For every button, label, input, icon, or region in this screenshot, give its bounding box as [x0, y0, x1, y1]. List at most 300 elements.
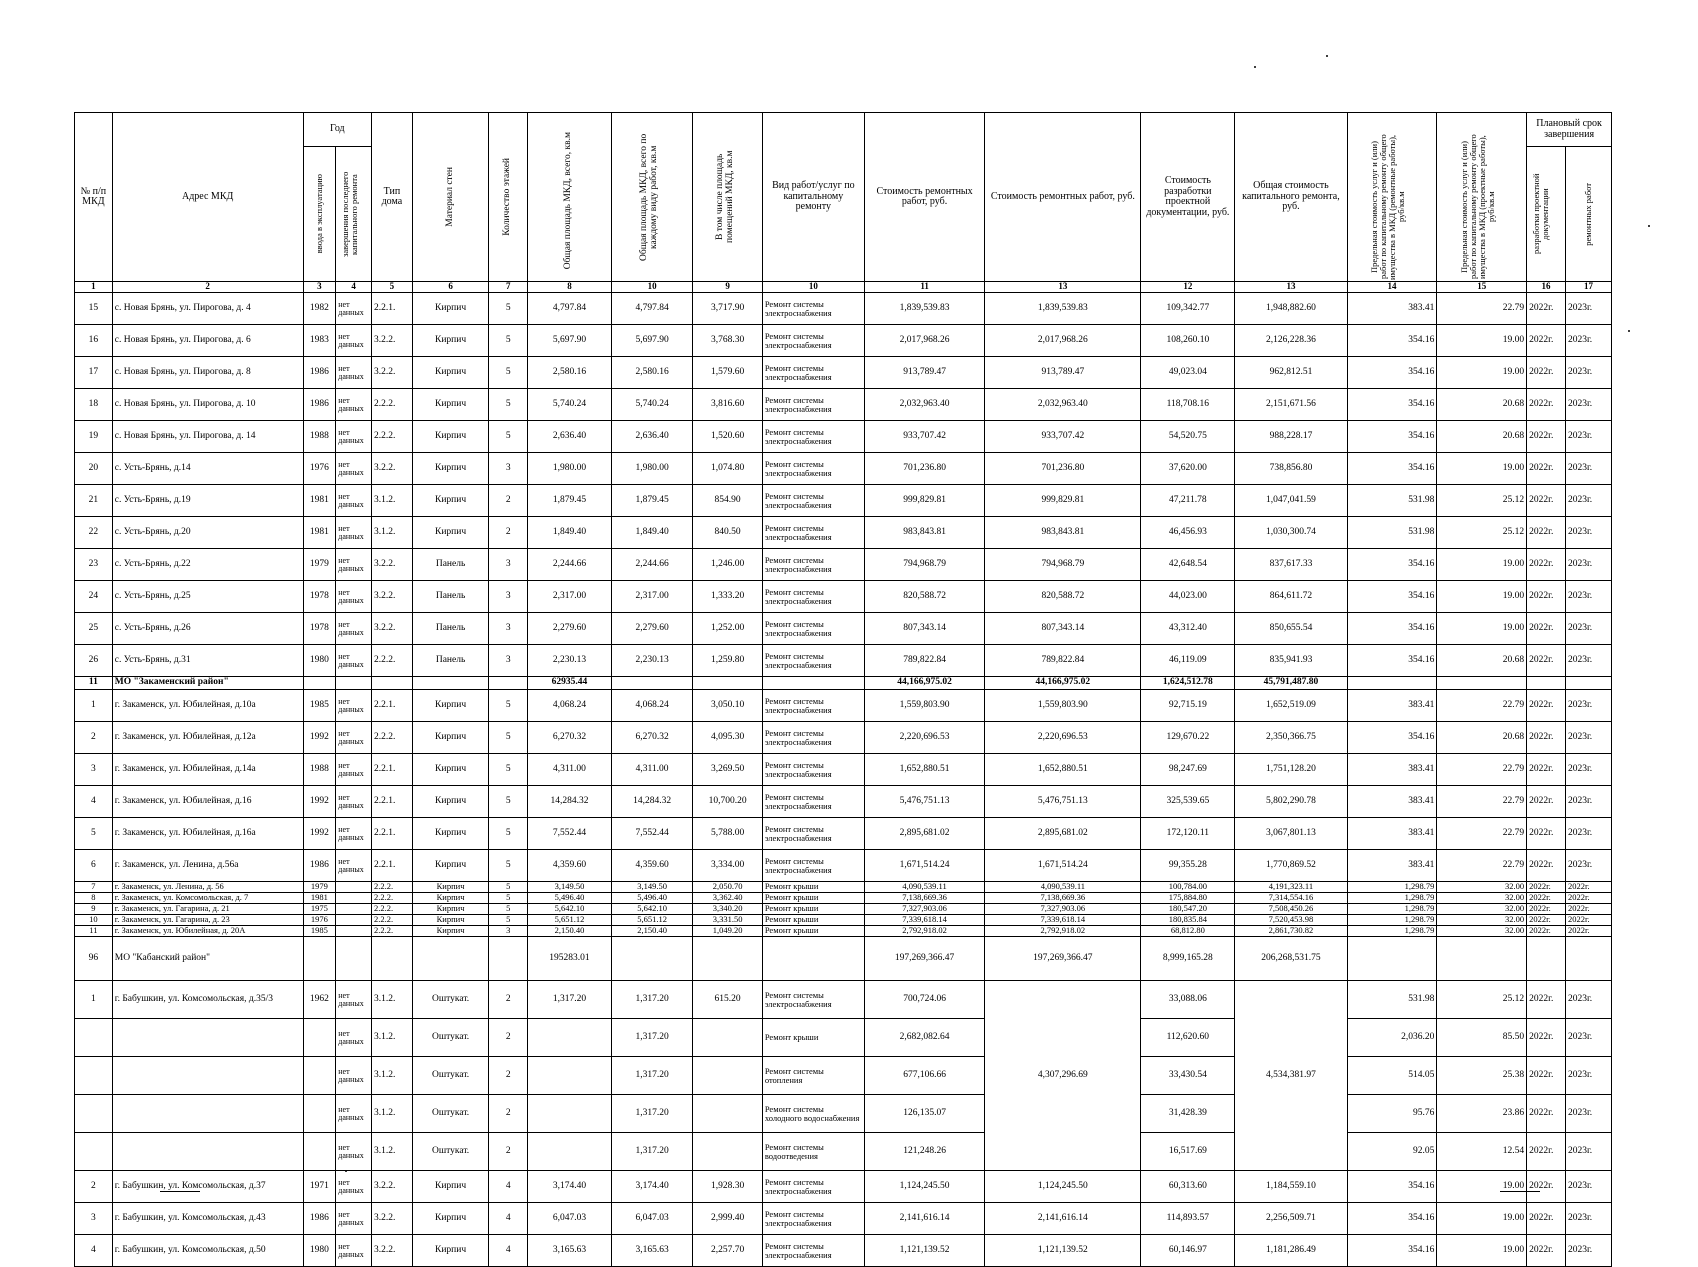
cell-empty	[75, 1057, 113, 1095]
table-row	[75, 893, 1612, 904]
cell-t: 7,314,554.16	[1235, 893, 1347, 904]
cell-empty	[1565, 937, 1611, 981]
cell-mat: Оштукат.	[412, 981, 489, 1019]
cell-tb: 6,047.03	[611, 1203, 693, 1235]
cell-n: 4	[75, 1235, 113, 1267]
cell-addr: с. Новая Брянь, ул. Пирогова, д. 8	[112, 357, 303, 389]
cell-lr: 531.98	[1347, 981, 1437, 1019]
cell-y1: 1986	[303, 1203, 336, 1235]
cell-ld: 32.00	[1437, 882, 1527, 893]
cell-ta: 2,230.13	[528, 645, 612, 677]
cell-work: Ремонт системы электроснабжения	[762, 981, 864, 1019]
cell-y2: нет данных	[336, 325, 372, 357]
cell-empty	[528, 1057, 612, 1095]
cell-mat: Кирпич	[412, 389, 489, 421]
cell-pr: 2023г.	[1565, 850, 1611, 882]
cell-pr: 2023г.	[1565, 549, 1611, 581]
cell-c1: 7,339,618.14	[864, 915, 984, 926]
table-row	[75, 1171, 1612, 1203]
cell-n: 3	[75, 1203, 113, 1235]
cell-c1: 700,724.06	[864, 981, 984, 1019]
col-number: 17	[1565, 282, 1611, 293]
cell-empty	[336, 882, 372, 893]
cell-t: 2,256,509.71	[1235, 1203, 1347, 1235]
cell-addr: с. Новая Брянь, ул. Пирогова, д. 14	[112, 421, 303, 453]
cell-c2: 1,121,139.52	[985, 1235, 1141, 1267]
cell-t: 1,184,559.10	[1235, 1171, 1347, 1203]
cell-c1: 5,476,751.13	[864, 786, 984, 818]
cell-t: 738,856.80	[1235, 453, 1347, 485]
cell-lr: 2,036.20	[1347, 1019, 1437, 1057]
cell-mat: Кирпич	[412, 893, 489, 904]
cell-lr: 1,298.79	[1347, 893, 1437, 904]
cell-c2: 2,792,918.02	[985, 926, 1141, 937]
cell-type: 3.1.2.	[371, 1133, 412, 1171]
cell-c1: 44,166,975.02	[864, 677, 984, 690]
cell-n: 10	[75, 915, 113, 926]
cell-type: 2.2.2.	[371, 722, 412, 754]
cell-empty	[336, 937, 372, 981]
cell-y2: нет данных	[336, 581, 372, 613]
cell-d: 114,893.57	[1141, 1203, 1235, 1235]
cell-y2: нет данных	[336, 1095, 372, 1133]
cell-tc: 1,259.80	[693, 645, 762, 677]
cell-pd: 2022г.	[1527, 453, 1566, 485]
cell-type: 3.2.2.	[371, 581, 412, 613]
cell-type: 3.1.2.	[371, 517, 412, 549]
cell-n: 19	[75, 421, 113, 453]
cell-n: 26	[75, 645, 113, 677]
cell-name: МО "Закаменский район"	[112, 677, 303, 690]
cell-c2: 933,707.42	[985, 421, 1141, 453]
cell-t: 837,617.33	[1235, 549, 1347, 581]
cell-lr: 354.16	[1347, 613, 1437, 645]
cell-fl: 5	[489, 786, 528, 818]
cell-y2: нет данных	[336, 1019, 372, 1057]
cell-c2: 4,307,296.69	[985, 981, 1141, 1171]
table-row	[75, 915, 1612, 926]
cell-tb: 4,797.84	[611, 293, 693, 325]
cell-lr: 354.16	[1347, 357, 1437, 389]
cell-c2: 197,269,366.47	[985, 937, 1141, 981]
cell-lr: 383.41	[1347, 754, 1437, 786]
cell-ld: 25.38	[1437, 1057, 1527, 1095]
cell-c2: 7,327,903.06	[985, 904, 1141, 915]
cell-tb: 4,359.60	[611, 850, 693, 882]
cell-mat: Кирпич	[412, 882, 489, 893]
cell-addr: г. Закаменск, ул. Юбилейная, д.10а	[112, 690, 303, 722]
cell-y2: нет данных	[336, 517, 372, 549]
cell-ld: 19.00	[1437, 581, 1527, 613]
cell-tb: 1,317.20	[611, 1019, 693, 1057]
cell-lr: 354.16	[1347, 645, 1437, 677]
cell-pd: 2022г.	[1527, 915, 1566, 926]
cell-type: 3.1.2.	[371, 1019, 412, 1057]
cell-pd: 2022г.	[1527, 1235, 1566, 1267]
cell-c1: 1,671,514.24	[864, 850, 984, 882]
cell-t: 1,030,300.74	[1235, 517, 1347, 549]
cell-tb: 5,740.24	[611, 389, 693, 421]
cell-tb: 1,317.20	[611, 1133, 693, 1171]
cell-pd: 2022г.	[1527, 389, 1566, 421]
cell-type: 3.1.2.	[371, 1057, 412, 1095]
cell-fl: 4	[489, 1235, 528, 1267]
cell-mat: Кирпич	[412, 850, 489, 882]
cell-empty	[412, 937, 489, 981]
cell-d: 42,648.54	[1141, 549, 1235, 581]
cell-tb: 6,270.32	[611, 722, 693, 754]
cell-type: 3.1.2.	[371, 1095, 412, 1133]
cell-pr: 2023г.	[1565, 325, 1611, 357]
cell-n: 15	[75, 293, 113, 325]
cell-empty	[371, 677, 412, 690]
cell-work: Ремонт системы электроснабжения	[762, 581, 864, 613]
cell-tc: 5,788.00	[693, 818, 762, 850]
hdr-total-cost: Общая стоимость капитального ремонта, руб.	[1235, 113, 1347, 282]
cell-d: 68,812.80	[1141, 926, 1235, 937]
cell-n: 20	[75, 453, 113, 485]
cell-addr: с. Усть-Брянь, д.31	[112, 645, 303, 677]
cell-t: 2,350,366.75	[1235, 722, 1347, 754]
cell-tb: 4,311.00	[611, 754, 693, 786]
hdr-floors: Количество этажей	[489, 113, 528, 282]
cell-d: 180,835.84	[1141, 915, 1235, 926]
cell-pd: 2022г.	[1527, 926, 1566, 937]
cell-addr: с. Усть-Брянь, д.14	[112, 453, 303, 485]
cell-pd: 2022г.	[1527, 882, 1566, 893]
cell-tc: 3,362.40	[693, 893, 762, 904]
cell-fl: 5	[489, 850, 528, 882]
cell-c1: 807,343.14	[864, 613, 984, 645]
cell-y2: нет данных	[336, 690, 372, 722]
cell-n: 96	[75, 937, 113, 981]
cell-t: 1,751,128.20	[1235, 754, 1347, 786]
table-row	[75, 389, 1612, 421]
cell-empty	[336, 893, 372, 904]
cell-fl: 5	[489, 904, 528, 915]
cell-n: 16	[75, 325, 113, 357]
cell-tb: 1,317.20	[611, 1095, 693, 1133]
table-row	[75, 1133, 1612, 1171]
cell-t: 1,770,869.52	[1235, 850, 1347, 882]
hdr-house-type: Тип дома	[371, 113, 412, 282]
cell-y2: нет данных	[336, 1057, 372, 1095]
cell-c1: 1,839,539.83	[864, 293, 984, 325]
cell-ta: 7,552.44	[528, 818, 612, 850]
cell-type: 2.2.2.	[371, 915, 412, 926]
cell-c2: 1,839,539.83	[985, 293, 1141, 325]
cell-work: Ремонт системы электроснабжения	[762, 325, 864, 357]
cell-work: Ремонт системы электроснабжения	[762, 754, 864, 786]
col-number: 6	[412, 282, 489, 293]
cell-tc: 3,768.30	[693, 325, 762, 357]
cell-ta: 1,879.45	[528, 485, 612, 517]
hdr-area-premises: В том числе площадь помещений МКД, кв.м	[693, 113, 762, 282]
cell-addr: г. Закаменск, ул. Комсомольская, д. 7	[112, 893, 303, 904]
cell-tb: 1,849.40	[611, 517, 693, 549]
cell-tb: 2,279.60	[611, 613, 693, 645]
cell-type: 2.2.2.	[371, 926, 412, 937]
cell-empty	[1527, 937, 1566, 981]
cell-y1: 1980	[303, 1235, 336, 1267]
cell-t: 4,534,381.97	[1235, 981, 1347, 1171]
cell-type: 2.2.1.	[371, 754, 412, 786]
cell-mat: Кирпич	[412, 754, 489, 786]
cell-work: Ремонт системы электроснабжения	[762, 1203, 864, 1235]
col-number: 13	[1235, 282, 1347, 293]
cell-n: 11	[75, 926, 113, 937]
cell-d: 325,539.65	[1141, 786, 1235, 818]
table-row	[75, 613, 1612, 645]
cell-name: МО "Кабанский район"	[112, 937, 303, 981]
cell-addr: г. Закаменск, ул. Гагарина, д. 23	[112, 915, 303, 926]
cell-fl: 3	[489, 549, 528, 581]
cell-ta: 62935.44	[528, 677, 612, 690]
cell-ld: 32.00	[1437, 926, 1527, 937]
cell-ld: 12.54	[1437, 1133, 1527, 1171]
cell-n: 3	[75, 754, 113, 786]
cell-empty	[371, 937, 412, 981]
cell-empty	[1347, 937, 1437, 981]
cell-ta: 6,047.03	[528, 1203, 612, 1235]
cell-pd: 2022г.	[1527, 850, 1566, 882]
table-row	[75, 904, 1612, 915]
cell-work: Ремонт системы электроснабжения	[762, 485, 864, 517]
cell-tb: 3,174.40	[611, 1171, 693, 1203]
cell-addr: с. Усть-Брянь, д.25	[112, 581, 303, 613]
cell-empty	[1565, 677, 1611, 690]
cell-pr: 2023г.	[1565, 1171, 1611, 1203]
cell-y2: нет данных	[336, 754, 372, 786]
cell-type: 3.2.2.	[371, 325, 412, 357]
cell-empty	[303, 1133, 336, 1171]
cell-pd: 2022г.	[1527, 645, 1566, 677]
cell-work: Ремонт системы электроснабжения	[762, 453, 864, 485]
cell-d: 99,355.28	[1141, 850, 1235, 882]
cell-addr: г. Бабушкин, ул. Комсомольская, д.43	[112, 1203, 303, 1235]
scan-dot	[1326, 55, 1328, 57]
cell-n: 17	[75, 357, 113, 389]
cell-tb: 1,879.45	[611, 485, 693, 517]
table-row	[75, 1235, 1612, 1267]
cell-lr: 354.16	[1347, 421, 1437, 453]
cell-c1: 913,789.47	[864, 357, 984, 389]
cell-t: 1,948,882.60	[1235, 293, 1347, 325]
cell-fl: 2	[489, 485, 528, 517]
cell-ld: 32.00	[1437, 904, 1527, 915]
cell-y1: 1992	[303, 722, 336, 754]
cell-c1: 789,822.84	[864, 645, 984, 677]
cell-d: 112,620.60	[1141, 1019, 1235, 1057]
col-number: 12	[1141, 282, 1235, 293]
cell-addr: г. Закаменск, ул. Ленина, д. 56	[112, 882, 303, 893]
cell-work: Ремонт крыши	[762, 926, 864, 937]
cell-pr: 2023г.	[1565, 1203, 1611, 1235]
group-row	[75, 677, 1612, 690]
cell-mat: Кирпич	[412, 915, 489, 926]
cell-empty	[489, 677, 528, 690]
cell-work: Ремонт системы электроснабжения	[762, 1171, 864, 1203]
cell-tc: 1,579.60	[693, 357, 762, 389]
cell-c1: 197,269,366.47	[864, 937, 984, 981]
cell-type: 2.2.1.	[371, 850, 412, 882]
cell-ld: 25.12	[1437, 485, 1527, 517]
cell-empty	[75, 1019, 113, 1057]
cell-c1: 820,588.72	[864, 581, 984, 613]
cell-t: 5,802,290.78	[1235, 786, 1347, 818]
table-row	[75, 850, 1612, 882]
cell-d: 16,517.69	[1141, 1133, 1235, 1171]
cell-mat: Панель	[412, 645, 489, 677]
cell-ta: 4,311.00	[528, 754, 612, 786]
cell-pd: 2022г.	[1527, 1095, 1566, 1133]
cell-work: Ремонт крыши	[762, 893, 864, 904]
cell-empty	[693, 937, 762, 981]
cell-ta: 1,849.40	[528, 517, 612, 549]
cell-addr: г. Бабушкин, ул. Комсомольская, д.37	[112, 1171, 303, 1203]
cell-fl: 5	[489, 389, 528, 421]
scan-dot	[1628, 330, 1630, 332]
cell-d: 46,456.93	[1141, 517, 1235, 549]
cell-empty	[528, 1095, 612, 1133]
cell-work: Ремонт системы отопления	[762, 1057, 864, 1095]
cell-pd: 2022г.	[1527, 1171, 1566, 1203]
cell-ld: 19.00	[1437, 613, 1527, 645]
cell-lr: 383.41	[1347, 690, 1437, 722]
cell-d: 118,708.16	[1141, 389, 1235, 421]
cell-tb: 7,552.44	[611, 818, 693, 850]
cell-work: Ремонт системы электроснабжения	[762, 389, 864, 421]
col-number: 11	[864, 282, 984, 293]
cell-tc: 3,717.90	[693, 293, 762, 325]
cell-t: 835,941.93	[1235, 645, 1347, 677]
cell-work: Ремонт системы электроснабжения	[762, 421, 864, 453]
table-row	[75, 549, 1612, 581]
cell-empty	[303, 1057, 336, 1095]
cell-n: 24	[75, 581, 113, 613]
cell-ld: 19.00	[1437, 325, 1527, 357]
cell-pd: 2022г.	[1527, 1203, 1566, 1235]
cell-empty	[336, 926, 372, 937]
cell-pd: 2022г.	[1527, 904, 1566, 915]
cell-d: 54,520.75	[1141, 421, 1235, 453]
cell-pr: 2023г.	[1565, 754, 1611, 786]
cell-pd: 2022г.	[1527, 485, 1566, 517]
cell-t: 864,611.72	[1235, 581, 1347, 613]
cell-empty	[1527, 677, 1566, 690]
table-row	[75, 517, 1612, 549]
cell-addr: с. Новая Брянь, ул. Пирогова, д. 4	[112, 293, 303, 325]
cell-c2: 44,166,975.02	[985, 677, 1141, 690]
cell-addr: г. Закаменск, ул. Юбилейная, д.16а	[112, 818, 303, 850]
cell-fl: 5	[489, 690, 528, 722]
col-number: 3	[303, 282, 336, 293]
cell-ta: 1,980.00	[528, 453, 612, 485]
cell-work: Ремонт крыши	[762, 882, 864, 893]
hdr-wall-material: Материал стен	[412, 113, 489, 282]
cell-pr: 2023г.	[1565, 517, 1611, 549]
cell-type: 2.2.2.	[371, 904, 412, 915]
cell-c1: 7,138,669.36	[864, 893, 984, 904]
cell-y1: 1980	[303, 645, 336, 677]
cell-fl: 3	[489, 613, 528, 645]
cell-ld: 22.79	[1437, 850, 1527, 882]
cell-t: 7,520,453.98	[1235, 915, 1347, 926]
cell-empty	[1347, 677, 1437, 690]
scan-dot	[1254, 66, 1256, 68]
col-number: 8	[528, 282, 612, 293]
cell-y2: нет данных	[336, 722, 372, 754]
cell-n: 8	[75, 893, 113, 904]
cell-tc: 1,049.20	[693, 926, 762, 937]
cell-c1: 1,121,139.52	[864, 1235, 984, 1267]
cell-mat: Оштукат.	[412, 1019, 489, 1057]
cell-lr: 531.98	[1347, 517, 1437, 549]
cell-n: 23	[75, 549, 113, 581]
cell-t: 206,268,531.75	[1235, 937, 1347, 981]
cell-mat: Оштукат.	[412, 1095, 489, 1133]
cell-pr: 2023г.	[1565, 981, 1611, 1019]
cell-fl: 5	[489, 421, 528, 453]
cell-d: 1,624,512.78	[1141, 677, 1235, 690]
cell-work: Ремонт системы холодного водоснабжения	[762, 1095, 864, 1133]
table-row	[75, 357, 1612, 389]
cell-work: Ремонт системы электроснабжения	[762, 517, 864, 549]
cell-c2: 2,017,968.26	[985, 325, 1141, 357]
cell-pd: 2022г.	[1527, 1057, 1566, 1095]
cell-work: Ремонт системы электроснабжения	[762, 613, 864, 645]
cell-tc: 2,257.70	[693, 1235, 762, 1267]
cell-pr: 2023г.	[1565, 1095, 1611, 1133]
cell-ta: 5,697.90	[528, 325, 612, 357]
cell-d: 109,342.77	[1141, 293, 1235, 325]
cell-work: Ремонт системы электроснабжения	[762, 722, 864, 754]
cell-mat: Кирпич	[412, 786, 489, 818]
cell-ta: 5,642.10	[528, 904, 612, 915]
cell-lr: 383.41	[1347, 293, 1437, 325]
cell-type: 3.2.2.	[371, 1235, 412, 1267]
hdr-repair-cost-2: Стоимость ремонтных работ, руб.	[985, 113, 1141, 282]
cell-mat: Оштукат.	[412, 1133, 489, 1171]
cell-addr: г. Бабушкин, ул. Комсомольская, д.50	[112, 1235, 303, 1267]
cell-empty	[693, 677, 762, 690]
cell-mat: Оштукат.	[412, 1057, 489, 1095]
cell-ta: 4,068.24	[528, 690, 612, 722]
cell-tb: 2,636.40	[611, 421, 693, 453]
cell-d: 108,260.10	[1141, 325, 1235, 357]
cell-mat: Кирпич	[412, 453, 489, 485]
cell-mat: Кирпич	[412, 325, 489, 357]
cell-c1: 1,124,245.50	[864, 1171, 984, 1203]
cell-c1: 1,652,880.51	[864, 754, 984, 786]
cell-c2: 983,843.81	[985, 517, 1141, 549]
cell-pr: 2023г.	[1565, 722, 1611, 754]
cell-y1: 1985	[303, 690, 336, 722]
cell-t: 2,861,730.82	[1235, 926, 1347, 937]
cell-tc: 3,340.20	[693, 904, 762, 915]
cell-c1: 1,559,803.90	[864, 690, 984, 722]
cell-empty	[1437, 677, 1527, 690]
cell-y2: нет данных	[336, 357, 372, 389]
cell-empty	[112, 1133, 303, 1171]
cell-ta: 2,244.66	[528, 549, 612, 581]
cell-y2: нет данных	[336, 389, 372, 421]
cell-ta: 4,797.84	[528, 293, 612, 325]
hdr-year-last-repair: завершения последнего капитального ремонта	[336, 147, 372, 282]
cell-y1: 1992	[303, 818, 336, 850]
cell-tc: 854.90	[693, 485, 762, 517]
column-numbers-row	[75, 282, 1612, 293]
